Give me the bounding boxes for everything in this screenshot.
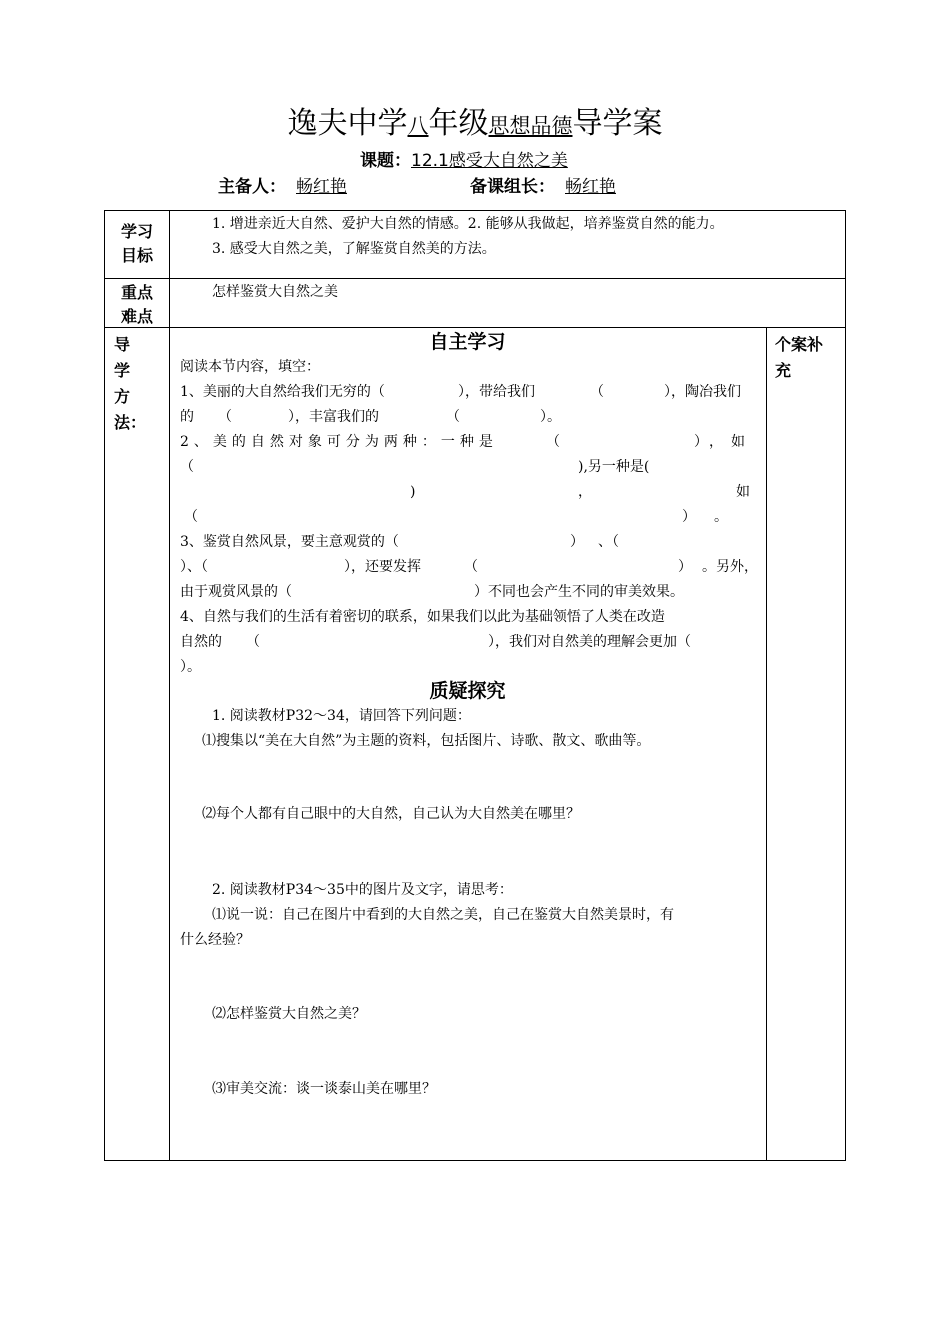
supplement-label: 个案补 充 <box>775 335 824 380</box>
blank-q2-part-e: ),另一种是( <box>578 459 650 475</box>
goals-line-2: 3. 感受大自然之美，了解鉴赏自然美的方法。 <box>212 241 496 257</box>
self-study-intro: 阅读本节内容，填空： <box>180 359 320 375</box>
blank-q1-part-i: ）。 <box>540 409 561 425</box>
blank-q4-part-a: 4、自然与我们的生活有着密切的联系，如果我们以此为基础领悟了人类在改造 <box>180 609 665 625</box>
goals-label: 学习 目标 <box>120 222 153 265</box>
blank-q3-part-i: 由于观赏风景的（ <box>180 584 292 600</box>
blank-q1-part-h: （ <box>446 409 460 425</box>
focus-text: 怎样鉴赏大自然之美 <box>212 284 338 300</box>
blank-q1-part-f: （ <box>218 409 232 425</box>
inquiry-item-2-1b: 什么经验？ <box>180 932 250 948</box>
preparers-line <box>218 176 635 198</box>
document-title <box>0 104 950 146</box>
leader-value: 畅红艳 <box>565 177 616 197</box>
blank-q1-part-b: ），带给我们 <box>458 384 535 400</box>
topic-label: 课题： <box>360 151 411 171</box>
blank-q1-part-g: ），丰富我们的 <box>288 409 379 425</box>
title-school: 逸夫中学 <box>287 106 408 141</box>
focus-label: 重点 难点 <box>120 283 153 326</box>
table-border-right <box>845 210 846 1161</box>
method-label: 导 学 方 法： <box>114 335 147 432</box>
inquiry-item-1: 1. 阅读教材P32～34，请回答下列问题： <box>212 708 471 724</box>
blank-q2-part-d: （ <box>180 459 194 475</box>
blank-q3-part-f: （ <box>464 559 478 575</box>
blank-q2-part-a: 2、美的自然对象可分为两种：一种是 <box>180 434 498 450</box>
blank-q3-part-a: 3、鉴赏自然风景，要主意观赏的（ <box>180 534 399 550</box>
blank-q3-part-g: ） <box>678 559 692 575</box>
blank-q1-part-d: ），陶冶我们 <box>664 384 741 400</box>
inquiry-item-2-3: ⑶审美交流：谈一谈泰山美在哪里？ <box>212 1081 436 1097</box>
inquiry-heading: 质疑探究 <box>429 680 506 702</box>
blank-q2-part-h: 如 <box>736 484 750 500</box>
blank-q4-part-e: ）。 <box>180 659 201 675</box>
title-grade-suffix: 年级 <box>428 106 489 141</box>
inquiry-item-2: 2. 阅读教材P34～35中的图片及文字，请思考： <box>212 882 513 898</box>
blank-q3-part-h: 。另外， <box>702 559 758 575</box>
table-column-divider-2 <box>766 327 767 1161</box>
table-row-divider-2 <box>104 327 846 328</box>
title-doc-type: 导学案 <box>572 106 663 141</box>
blank-q3-part-b: ） <box>570 534 584 550</box>
blank-q3-part-c: 、（ <box>598 534 619 550</box>
table-border-left <box>104 210 105 1161</box>
table-row-divider-1 <box>104 278 846 279</box>
blank-q3-part-j: ）不同也会产生不同的审美效果。 <box>474 584 684 600</box>
blank-q2-part-b: （ <box>546 434 560 450</box>
blank-q3-part-d: ）、（ <box>180 559 208 575</box>
preparer-label: 主备人： <box>218 177 286 197</box>
inquiry-item-1-2: ⑵每个人都有自己眼中的大自然，自己认为大自然美在哪里？ <box>202 806 580 822</box>
table-border-top <box>104 210 846 211</box>
blank-q4-part-b: 自然的 <box>180 634 222 650</box>
table-border-bottom <box>104 1160 846 1161</box>
blank-q1-part-e: 的 <box>180 409 194 425</box>
blank-q2-part-i: （ <box>184 509 198 525</box>
preparer-value: 畅红艳 <box>296 177 347 197</box>
blank-q2-part-g: ， <box>578 484 592 500</box>
inquiry-item-2-1a: ⑴说一说：自己在图片中看到的大自然之美，自己在鉴赏大自然美景时，有 <box>212 907 674 923</box>
title-grade: 八 <box>407 114 429 138</box>
blank-q2-part-f: ) <box>410 484 416 500</box>
goals-line-1: 1. 增进亲近大自然、爱护大自然的情感。2. 能够从我做起，培养鉴赏自然的能力。 <box>212 216 724 232</box>
leader-label: 备课组长： <box>470 177 555 197</box>
blank-q4-part-d: ），我们对自然美的理解会更加（ <box>488 634 691 650</box>
blank-q4-part-c: （ <box>246 634 260 650</box>
inquiry-item-1-1: ⑴搜集以“美在大自然”为主题的资料，包括图片、诗歌、散文、歌曲等。 <box>202 733 651 749</box>
title-subject: 思想品德 <box>488 114 573 138</box>
blank-q2-part-k: 。 <box>714 509 728 525</box>
blank-q2-part-j: ） <box>682 509 696 525</box>
blank-q3-part-e: ），还要发挥 <box>344 559 421 575</box>
lesson-topic <box>360 150 568 172</box>
topic-value: 12.1感受大自然之美 <box>411 151 568 171</box>
inquiry-item-2-2: ⑵怎样鉴赏大自然之美？ <box>212 1006 366 1022</box>
blank-q1-part-a: 1、美丽的大自然给我们无穷的（ <box>180 384 385 400</box>
blank-q1-part-c: （ <box>590 384 604 400</box>
self-study-heading: 自主学习 <box>429 331 506 353</box>
blank-q2-part-c: ），如 <box>694 434 753 450</box>
